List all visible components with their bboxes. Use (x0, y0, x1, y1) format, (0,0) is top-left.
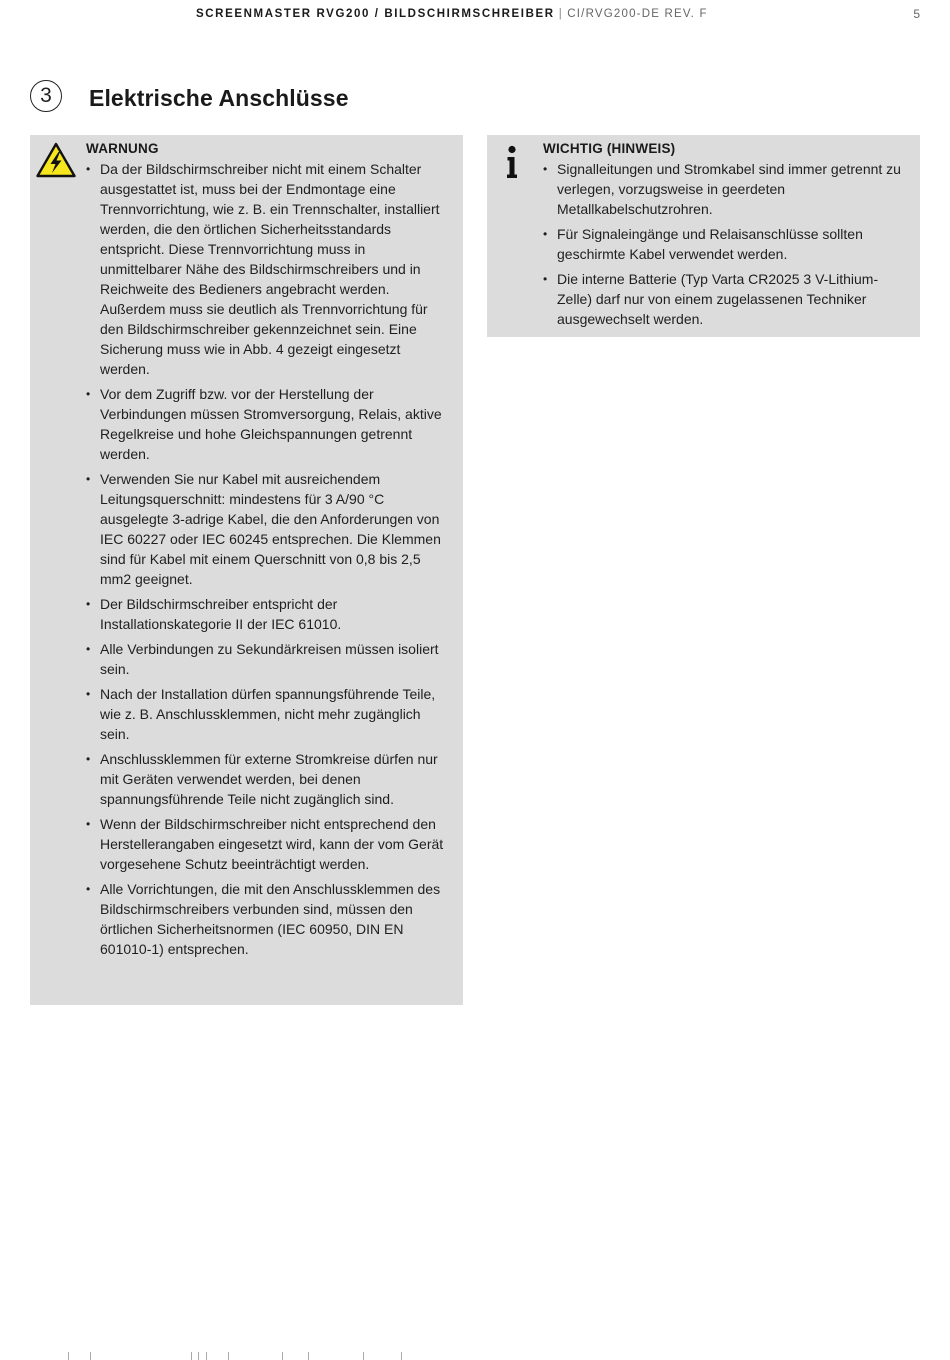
header-document-reference: CI/RVG200-DE REV. F (567, 8, 708, 20)
section-title: Elektrische Anschlüsse (89, 85, 349, 111)
warning-list-item: • Verwenden Sie nur Kabel mit ausreichendem Leitungsquerschnitt: mindestens für 3 A/90 °C ausgelegte 3-adrige Kabel, die den Anforderungen von IEC 60227 oder IEC 60245 entsprechen. Die Klemmen sind für Kabel mit einem Querschnitt von 0,8 bis 2,5 mm2 geeignet. (86, 469, 449, 589)
warning-list-item: • Der Bildschirmschreiber entspricht der Installationskategorie II der IEC 61010. (86, 594, 449, 634)
warning-list-item: • Anschlussklemmen für externe Stromkreise dürfen nur mit Geräten verwendet werden, bei denen spannungsführende Teile nicht zugänglich sind. (86, 749, 449, 809)
info-list-item: • Die interne Batterie (Typ Varta CR2025 3 V-Lithium-Zelle) darf nur von einem zugelassenen Techniker ausgewechselt werden. (543, 269, 906, 329)
header-separator: | (558, 8, 564, 20)
warning-list-item: • Alle Vorrichtungen, die mit den Anschlussklemmen des Bildschirmschreibers verbunden sind, müssen den örtlichen Sicherheitsnormen (IEC 60950, DIN EN 601010-1) entsprechen. (86, 879, 449, 959)
page-bottom-crop-marks (0, 1352, 950, 1360)
section-number-badge: 3 (30, 80, 62, 112)
info-box (487, 135, 920, 337)
warning-list-item: • Da der Bildschirmschreiber nicht mit einem Schalter ausgestattet ist, muss bei der Endmontage eine Trennvorrichtung, wie z. B. ein Trennschalter, installiert werden, die den örtlichen Sicherheitsstandards entspricht. Diese Trennvorrichtung muss in unmittelbarer Nähe des Bildschirmschreibers und in Reichweite des Bedieners angebracht werden. Außerdem muss sie deutlich als Trennvorrichtung für den Bildschirmschreiber gekennzeichnet sein. Eine Sicherung muss wie in Abb. 4 gezeigt eingesetzt werden. (86, 159, 449, 379)
warning-box (30, 135, 463, 1005)
header-product-name: SCREENMASTER RVG200 / BILDSCHIRMSCHREIBER (196, 8, 555, 20)
page-number: 5 (913, 7, 920, 21)
info-icon (505, 145, 519, 179)
info-heading: WICHTIG (HINWEIS) (543, 141, 676, 156)
info-list-item: • Signalleitungen und Stromkabel sind immer getrennt zu verlegen, vorzugsweise in geerdeten Metallkabelschutzrohren. (543, 159, 906, 219)
warning-content (86, 141, 449, 964)
warning-list (86, 159, 449, 959)
running-title (196, 7, 708, 21)
warning-list-item: • Vor dem Zugriff bzw. vor der Herstellung der Verbindungen müssen Stromversorgung, Relais, aktive Regelkreise und hohe Gleichspannungen getrennt werden. (86, 384, 449, 464)
warning-list-item: • Alle Verbindungen zu Sekundärkreisen müssen isoliert sein. (86, 639, 449, 679)
info-list-item: • Für Signaleingänge und Relaisanschlüsse sollten geschirmte Kabel verwendet werden. (543, 224, 906, 264)
info-content (543, 141, 906, 334)
warning-heading: WARNUNG (86, 141, 159, 156)
page-header (0, 7, 950, 23)
warning-list-item: • Nach der Installation dürfen spannungsführende Teile, wie z. B. Anschlussklemmen, nicht mehr zugänglich sein. (86, 684, 449, 744)
warning-list-item: • Wenn der Bildschirmschreiber nicht entsprechend den Herstellerangaben eingesetzt wird, kann der vom Gerät vorgesehene Schutz beeinträchtigt werden. (86, 814, 449, 874)
high-voltage-warning-icon (36, 142, 76, 178)
info-list (543, 159, 906, 329)
